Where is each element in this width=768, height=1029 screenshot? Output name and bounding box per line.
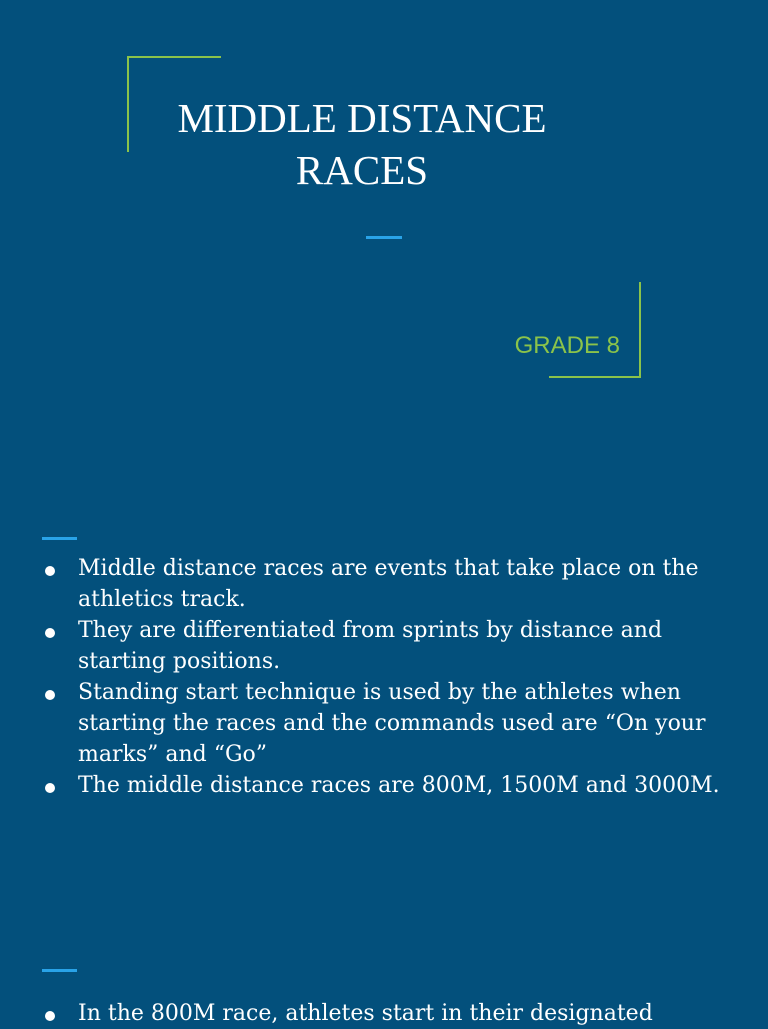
section-accent-line (42, 969, 77, 972)
bullet-dot-icon (45, 1011, 55, 1021)
bullet-dot-icon (45, 628, 55, 638)
bullet-text: Middle distance races are events that take place on the athletics track. (78, 556, 699, 612)
bullet-list (42, 998, 742, 1029)
bullet-text: They are differentiated from sprints by distance and starting positions. (78, 618, 663, 674)
bullet-item (42, 998, 742, 1029)
slide-title-line-2: RACES (295, 147, 429, 193)
title-accent-line (366, 236, 402, 239)
bullet-item (42, 615, 742, 677)
bullet-text: Standing start technique is used by the athletes when starting the races and the commands used are “On your marks” and “Go” (78, 680, 706, 767)
bullet-dot-icon (45, 690, 55, 700)
slide-title (140, 92, 584, 196)
bullet-item (42, 677, 742, 770)
bullet-text: In the 800M race, athletes start in their designated (78, 1001, 653, 1026)
bullet-dot-icon (45, 783, 55, 793)
bullet-dot-icon (45, 566, 55, 576)
slide-title-line-1: MIDDLE DISTANCE (177, 95, 547, 141)
section-accent-line (42, 537, 77, 540)
bullet-item (42, 553, 742, 615)
slide-subtitle: GRADE 8 (514, 332, 620, 359)
bullet-text: The middle distance races are 800M, 1500M and 3000M. (78, 773, 720, 798)
bullet-list (42, 553, 742, 801)
bullet-item (42, 770, 742, 801)
